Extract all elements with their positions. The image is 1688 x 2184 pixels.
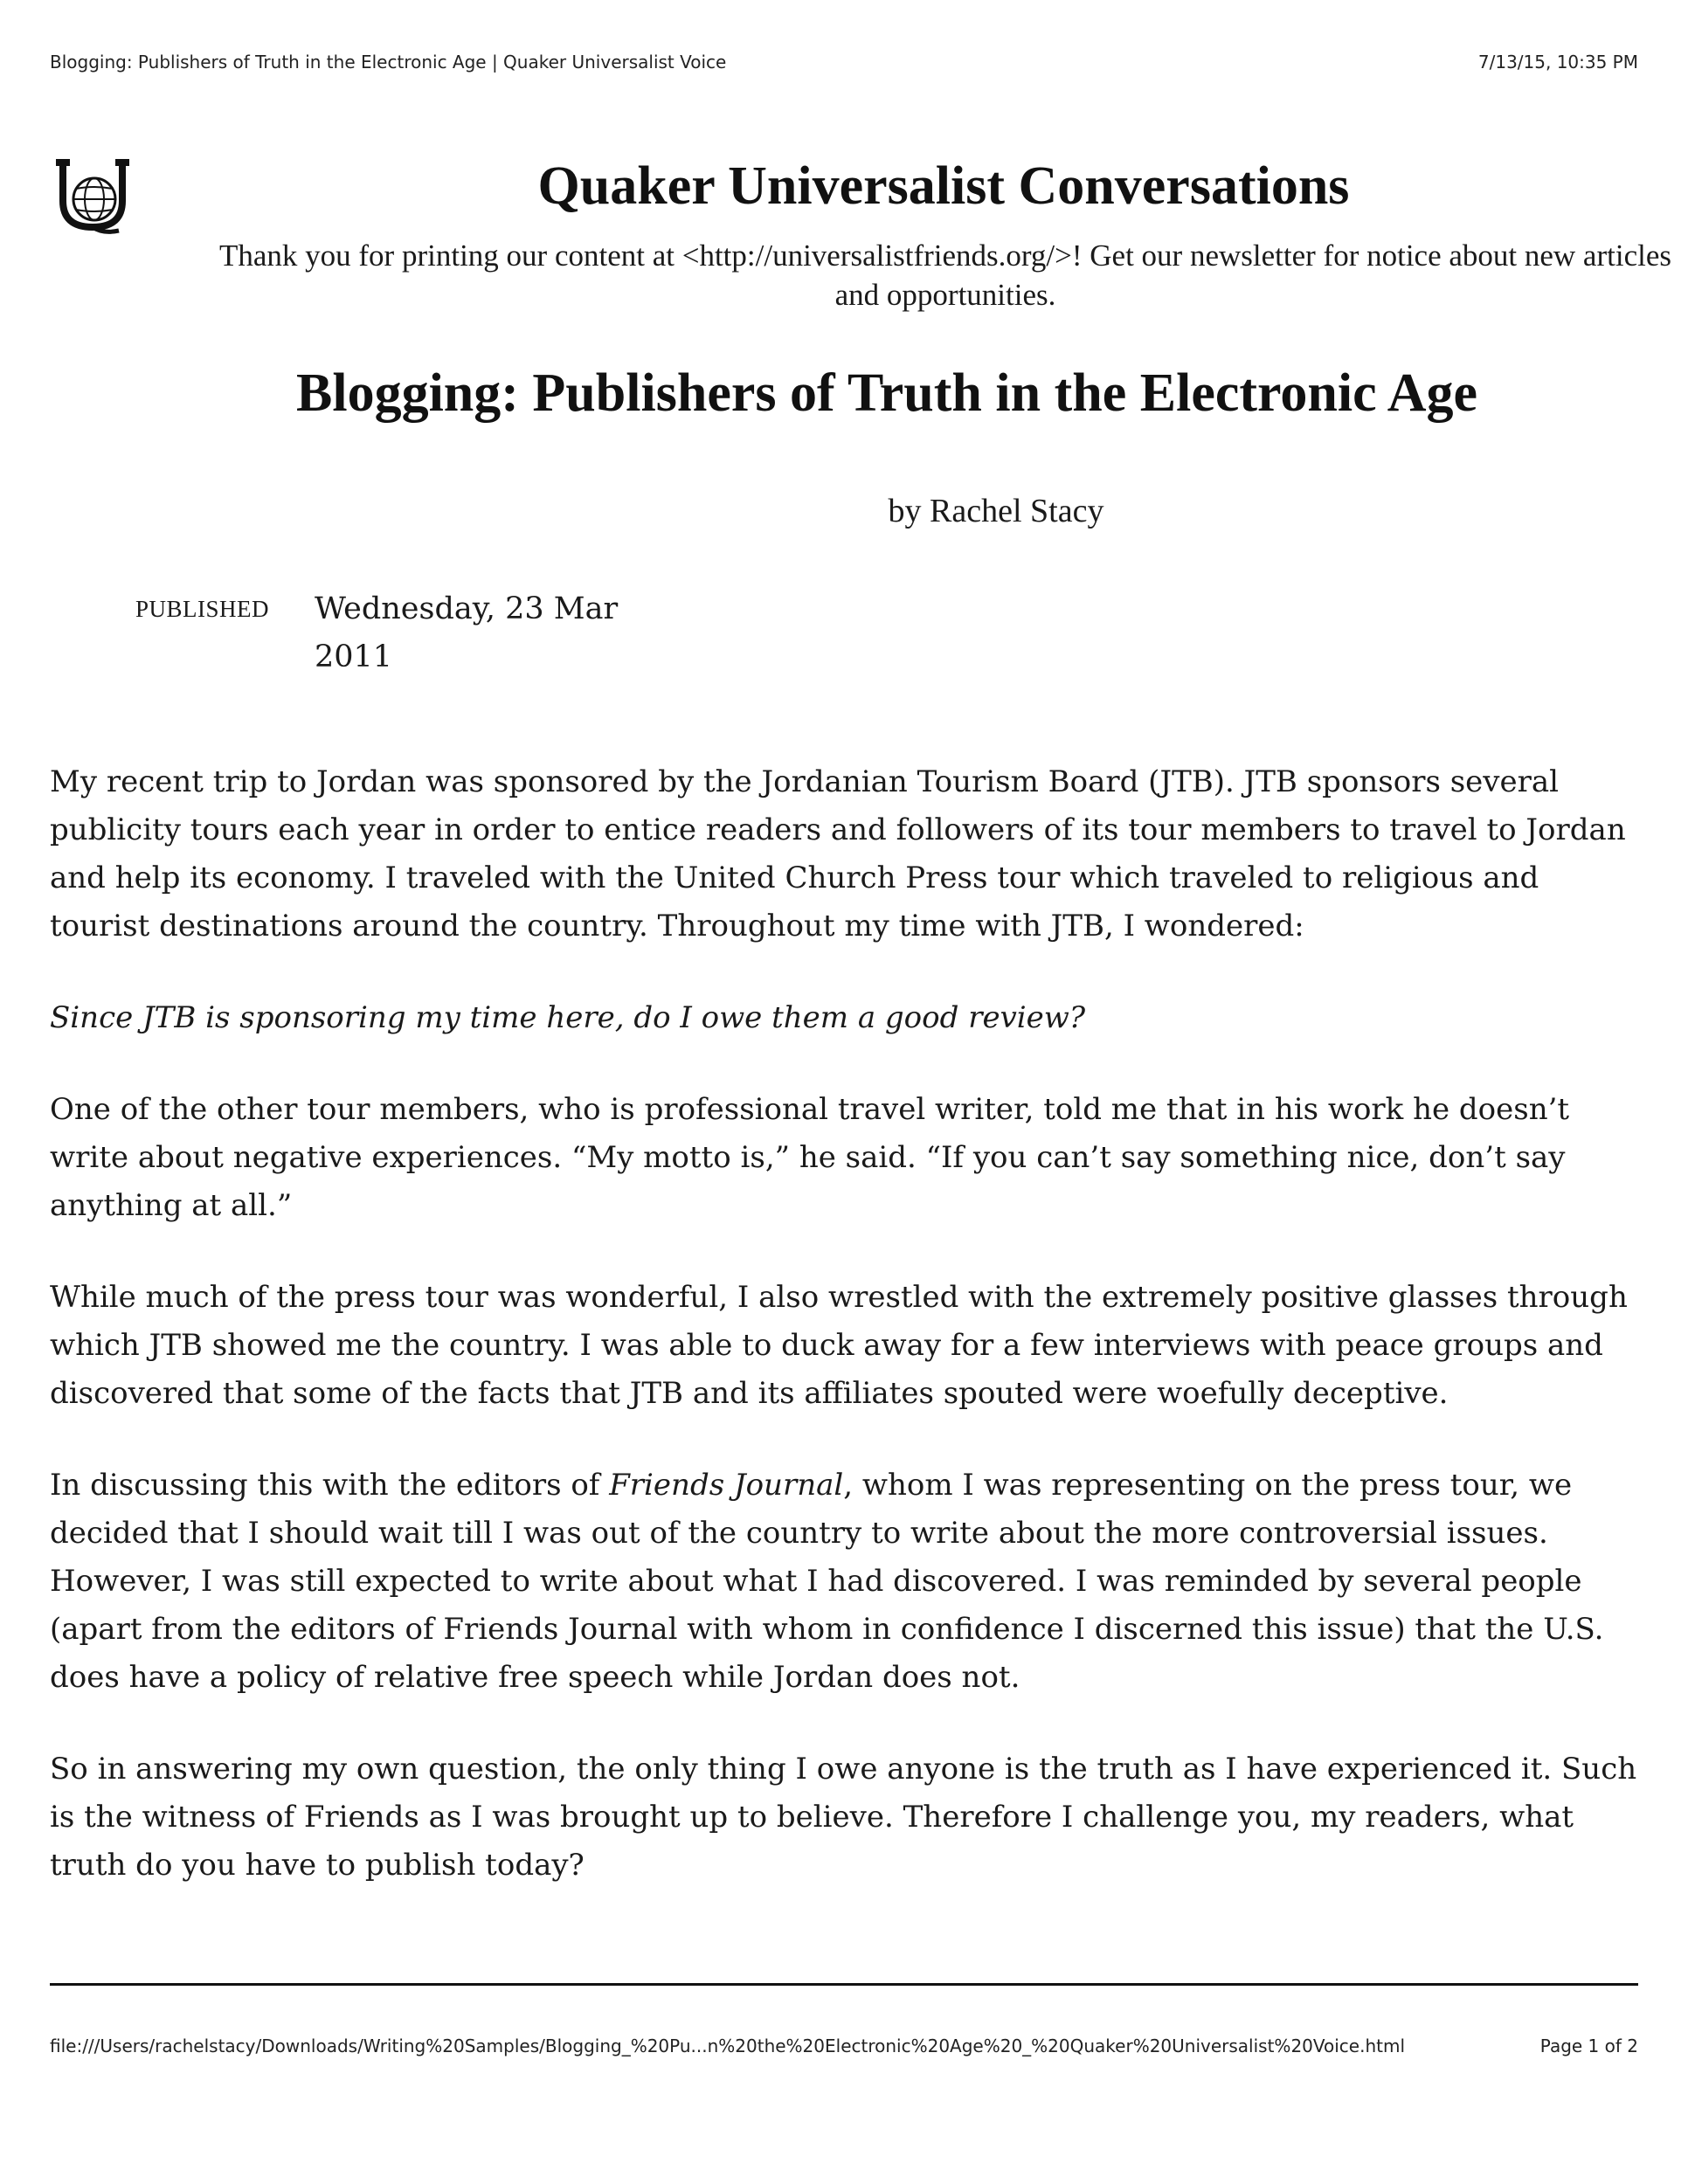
footer-divider (50, 1983, 1638, 1986)
site-title: Quaker Universalist Conversations (537, 156, 1350, 216)
article-paragraph: One of the other tour members, who is professional travel writer, told me that in his work he doesn’t write about negative experiences. “My motto is,” he said. “If you can’t say something nice, don’t say anything at all.” (50, 1092, 1570, 1223)
print-header (50, 49, 1638, 75)
paragraph-text: , whom I was representing on the press tour, we decided that I should wait till I was out of the country to write about the more controversial issues. However, I was still expected to write about what I had discovered. I was reminded by several people (apart from the editors of Friends Journal with whom in confidence I discerned this issue) that the U.S. does have a policy of relative free speech while Jordan does not. (50, 1468, 1604, 1695)
print-notice: Thank you for printing our content at <http://universalistfriends.org/>! Get our newsletter for notice about new articles and opportunities. (218, 238, 1671, 312)
published-date-line1: Wednesday, 23 Mar (315, 591, 619, 626)
article-paragraph (50, 1462, 1640, 1702)
article-byline: by Rachel Stacy (888, 493, 1104, 529)
article-paragraph: While much of the press tour was wonderful, I also wrestled with the extremely positive glasses through which JTB showed me the country. I was able to duck away for a few interviews with peace groups and discovered that some of the facts that JTB and its affiliates spouted were woefully deceptive. (50, 1280, 1628, 1411)
article-paragraph: My recent trip to Jordan was sponsored by the Jordanian Tourism Board (JTB). JTB sponsors several publicity tours each year in order to entice readers and followers of its tour members to travel to Jordan and help its economy. I traveled with the United Church Press tour which traveled to religious and tourist destinations around the country. Throughout my time with JTB, I wondered: (50, 764, 1626, 943)
article-paragraph: So in answering my own question, the only thing I owe anyone is the truth as I have experienced it. Such is the witness of Friends as I was brought up to believe. Therefore I challenge you, my readers, what truth do you have to publish today? (50, 1752, 1637, 1883)
page-indicator: Page 1 of 2 (1539, 2035, 1638, 2056)
article-title: Blogging: Publishers of Truth in the Electronic Age (295, 363, 1477, 423)
print-file-path: file:///Users/rachelstacy/Downloads/Writing%20Samples/Blogging_%20Pu...n%20the%20Electronic%20Age%20_%20Quaker%20Universalist%20Voice.html (50, 2035, 1406, 2056)
print-timestamp: 7/13/15, 10:35 PM (1477, 52, 1638, 73)
article-body (50, 758, 1640, 1933)
publication-name: Friends Journal (609, 1468, 844, 1503)
article-question-paragraph (50, 994, 1640, 1042)
italic-question: Since JTB is sponsoring my time here, do I owe them a good review? (50, 1000, 1086, 1035)
print-footer (50, 2033, 1638, 2059)
published-date-line2: 2011 (315, 639, 393, 674)
paragraph-text: In discussing this with the editors of (50, 1468, 610, 1503)
print-page-title: Blogging: Publishers of Truth in the Electronic Age | Quaker Universalist Voice (50, 52, 727, 73)
qu-globe-logo-icon (49, 156, 140, 234)
published-date (315, 585, 664, 681)
published-label: PUBLISHED (135, 596, 270, 622)
